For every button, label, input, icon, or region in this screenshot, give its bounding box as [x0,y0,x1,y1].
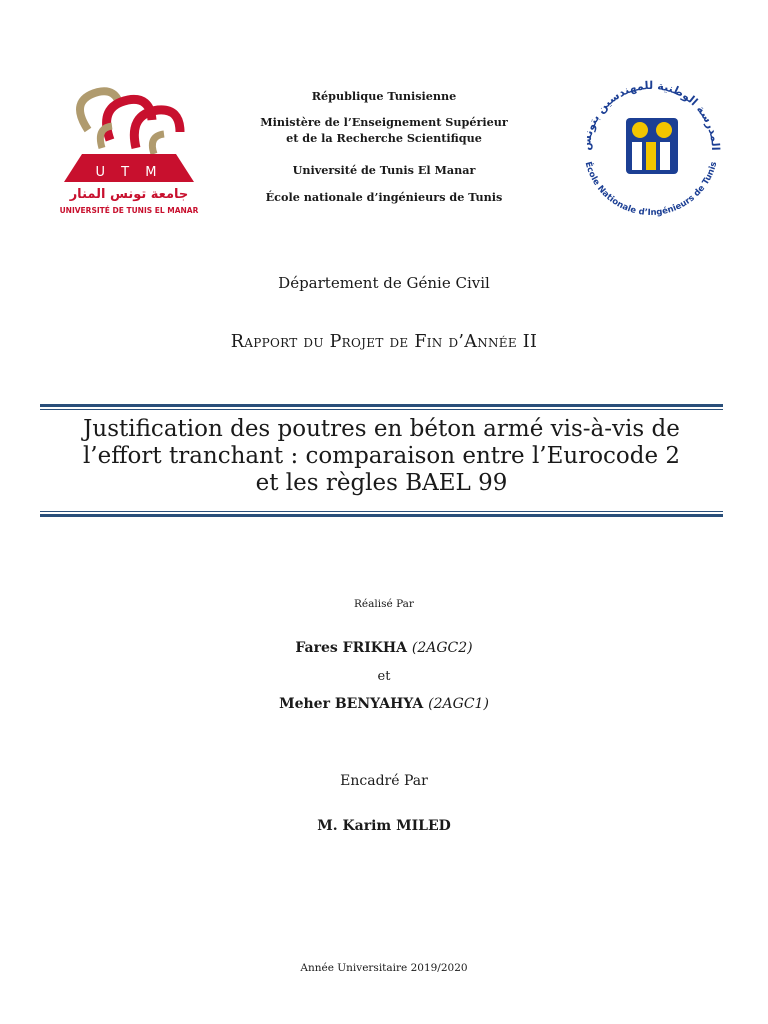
document-title [40,416,723,497]
title-line-1: Justification des poutres en béton armé vis-à-vis de [83,416,680,442]
bottom-rule-thick [40,514,723,517]
header-ministry: Ministère de l’Enseignement Supérieur [260,115,508,129]
header-university: Université de Tunis El Manar [292,163,476,177]
header-republic: République Tunisienne [311,89,457,103]
author-1-class: (2AGC2) [411,640,473,656]
conjunction: et [377,669,391,684]
utm-arabic-name: جامعة تونس المنار [69,187,189,202]
author-1 [0,640,768,656]
utm-letters: U T M [95,165,163,180]
encadre-par-label: Encadré Par [340,773,428,789]
author-2 [0,696,768,712]
supervisor-name: M. Karim MILED [317,818,451,834]
department: Département de Génie Civil [278,274,490,292]
top-rule-thick [40,404,723,407]
title-line-3: et les règles BAEL 99 [255,470,508,496]
enit-logo [570,70,732,230]
utm-latin-name: UNIVERSITÉ DE TUNIS EL MANAR [59,206,199,215]
author-2-name: Meher BENYAHYA [279,696,424,712]
bottom-rule-thin [40,511,723,512]
author-2-class: (2AGC1) [428,696,489,712]
utm-logo [58,70,200,218]
title-line-2: l’effort tranchant : comparaison entre l’Eurocode 2 [82,443,681,469]
realise-par-label: Réalisé Par [354,598,414,610]
academic-year: Année Universitaire 2019/2020 [300,962,468,974]
report-type: Rapport du Projet de Fin d’Année II [230,332,538,352]
header-ministry-cont: et de la Recherche Scientifique [286,131,482,145]
header-school: École nationale d’ingénieurs de Tunis [265,190,503,204]
top-rule-thin [40,409,723,410]
enit-latin-ring: École Nationale d’Ingénieurs de Tunis [582,160,720,219]
author-1-name: Fares FRIKHA [295,640,408,656]
enit-arabic-ring: المدرسة الوطنية للمهندسين بتونس [579,79,723,152]
